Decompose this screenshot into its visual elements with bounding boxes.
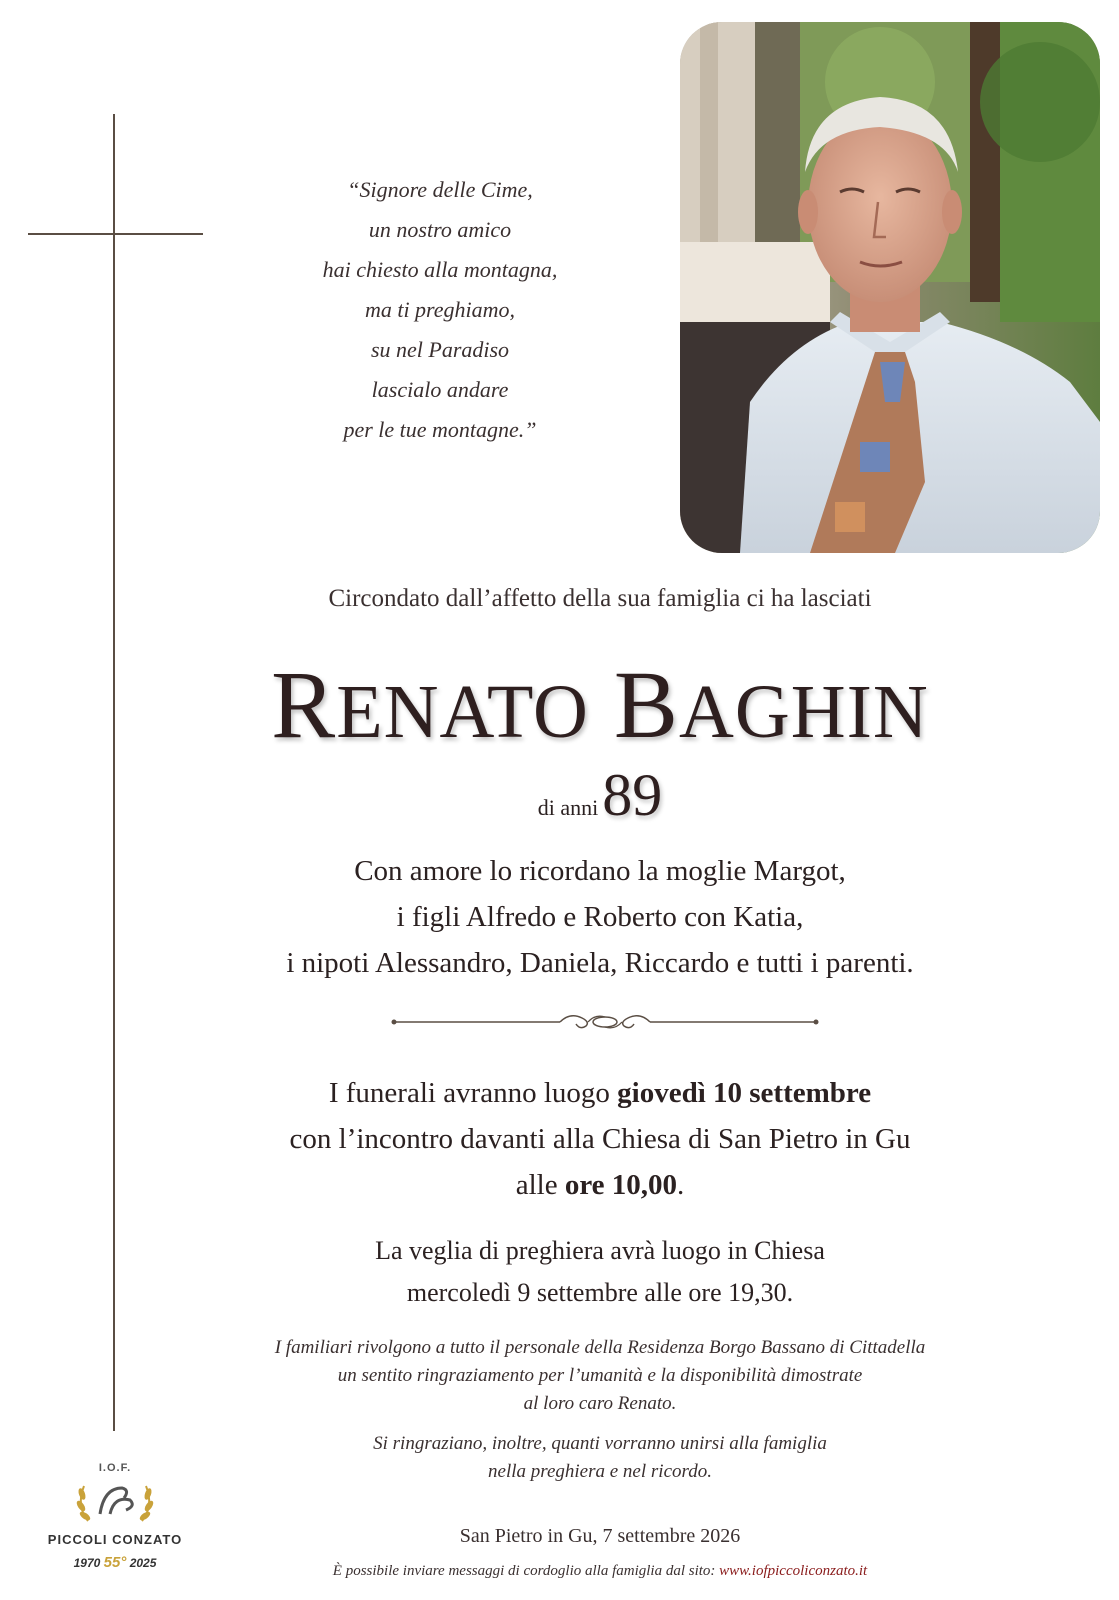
last-name-rest: AGHIN xyxy=(678,670,929,754)
website-link[interactable]: www.iofpiccoliconzato.it xyxy=(719,1563,868,1579)
vigil-line: La veglia di preghiera avrà luogo in Chiesa xyxy=(375,1236,825,1265)
funeral-line-3: alle ore 10,00. xyxy=(515,1169,685,1201)
funeral-line-1: I funerali avranno luogo giovedì 10 settembre xyxy=(328,1077,872,1109)
cross-horizontal xyxy=(28,233,203,235)
poem xyxy=(270,170,610,450)
cross-vertical xyxy=(113,114,115,1431)
family-line: i figli Alfredo e Roberto con Katia, xyxy=(396,901,804,933)
thanks-line: al loro caro Renato. xyxy=(523,1393,677,1414)
deceased-name xyxy=(150,650,1050,767)
logo-years: 1970 55° 2025 xyxy=(73,1554,157,1571)
vigil-info xyxy=(150,1230,1050,1314)
poem-line: su nel Paradiso xyxy=(370,337,510,362)
last-name-initial: B xyxy=(613,651,679,758)
vigil-line: mercoledì 9 settembre alle ore 19,30. xyxy=(406,1278,794,1307)
age-label: di anni xyxy=(537,795,599,820)
thanks-line: I familiari rivolgono a tutto il personale della Residenza Borgo Bassano di Cittadella xyxy=(274,1337,926,1358)
funeral-time: ore 10,00 xyxy=(564,1169,678,1201)
funeral-line-2: con l’incontro davanti alla Chiesa di San Pietro in Gu xyxy=(289,1123,911,1155)
age-line xyxy=(150,760,1050,846)
thanks-attendees xyxy=(150,1430,1050,1486)
thanks-line: un sentito ringraziamento per l’umanità e la disponibilità dimostrate xyxy=(337,1365,863,1386)
intro-text: Circondato dall’affetto della sua famiglia ci ha lasciati xyxy=(328,585,872,612)
first-name-initial: R xyxy=(271,651,337,758)
poem-line: un nostro amico xyxy=(368,217,512,242)
ornament-divider xyxy=(390,1010,820,1034)
footer-text: È possibile inviare messaggi di cordoglio alla famiglia dal sito: xyxy=(332,1563,720,1579)
logo-brand-text: PICCOLI CONZATO xyxy=(47,1532,183,1547)
family-line: Con amore lo ricordano la moglie Margot, xyxy=(354,855,846,887)
portrait-photo xyxy=(680,22,1100,553)
thanks-line: Si ringraziano, inoltre, quanti vorranno unirsi alla famiglia xyxy=(373,1433,827,1454)
poem-line: “Signore delle Cime, xyxy=(347,177,533,202)
poem-line: hai chiesto alla montagna, xyxy=(322,257,558,282)
thanks-staff xyxy=(150,1334,1050,1418)
age-value: 89 xyxy=(602,762,663,828)
family-remembrance xyxy=(150,848,1050,986)
place-date: San Pietro in Gu, 7 settembre 2026 xyxy=(459,1525,741,1547)
poem-line: per le tue montagne.” xyxy=(343,417,537,442)
funeral-home-logo xyxy=(40,1462,190,1587)
thanks-line: nella preghiera e nel ricordo. xyxy=(488,1461,712,1482)
first-name-rest: ENATO xyxy=(336,670,589,754)
anniversary-badge: 55° xyxy=(103,1554,127,1571)
laurel-emblem-icon xyxy=(70,1476,160,1526)
funeral-info xyxy=(150,1070,1050,1208)
condolence-footer xyxy=(150,1563,1050,1580)
poem-line: ma ti preghiamo, xyxy=(364,297,516,322)
logo-iof-text: I.O.F. xyxy=(98,1462,132,1474)
funeral-date: giovedì 10 settembre xyxy=(617,1077,872,1109)
poem-line: lascialo andare xyxy=(371,377,509,402)
family-line: i nipoti Alessandro, Daniela, Riccardo e tutti i parenti. xyxy=(286,947,914,979)
